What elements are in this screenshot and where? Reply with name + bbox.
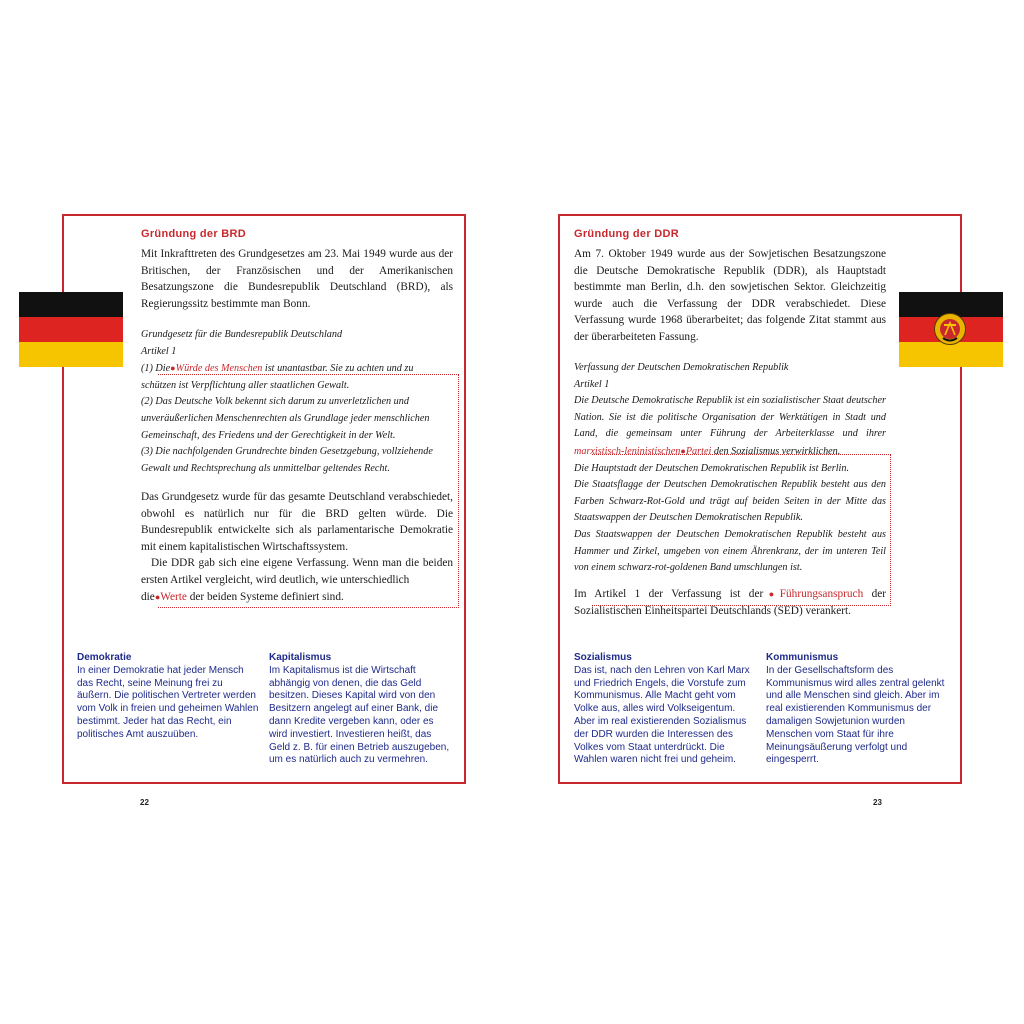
body-pre: die — [141, 590, 155, 603]
body-pre: Im Artikel 1 der Verfassung ist der — [574, 588, 764, 600]
box-title: Sozialismus — [574, 652, 632, 663]
ddr-intro-text: Am 7. Oktober 1949 wurde aus der Sowjetischen Besatzungszone die Deutsche Demokratische Republik (DDR), als Hauptstadt bestimmte man Berlin, d.h. den sowjetischen Sektor. Gleichzeitig wurde auch die Verfassung der DDR verabschiedet. Diese Verfassung wurde 1968 überarbeitet; das folgende Zitat stammt aus der überarbeiteten Fassung. — [574, 248, 886, 343]
ddr-emblem-icon — [933, 312, 967, 346]
box-kapitalismus — [269, 652, 453, 767]
box-title: Kapitalismus — [269, 652, 332, 663]
body-post: der Sozialistischen Einheitspartei Deutschlands (SED) verankert. — [574, 588, 887, 617]
box-text: In der Gesellschaftsform des Kommunismus wird alles zentral gelenkt und alle Menschen sind gleich. Aber im real existierenden Kommunismus der damaligen Sowjetunion wurden Menschen vom Staat für ihre Meinungsäußerung verfolgt und eingesperrt. — [766, 664, 945, 766]
brd-flag — [19, 292, 123, 367]
brd-body-2: Die DDR gab sich eine eigene Verfassung. Wenn man die beiden ersten Artikel vergleicht, wird deutlich, wie unterschiedlich — [141, 557, 453, 586]
page-number-left: 22 — [140, 798, 149, 807]
quote-article: Artikel 1 — [574, 378, 610, 390]
brd-body-1: Das Grundgesetz wurde für das gesamte Deutschland verabschiedet, obwohl es natürlich nur für die BRD gelten würde. Die Bundesrepublik entwickelte sich als parlamentarische Demokratie mit einem kapitalistischen Wirtschaftssystem. — [141, 491, 453, 553]
bullet-dot-icon: ● — [680, 445, 686, 456]
box-kommunismus — [766, 652, 948, 767]
quote-title: Grundgesetz für die Bundesrepublik Deutschland — [141, 329, 343, 340]
bullet-dot-icon: ● — [154, 591, 161, 602]
quote-title: Verfassung der Deutschen Demokratischen Republik — [574, 362, 789, 373]
bullet-dot-icon: ● — [763, 589, 780, 599]
bullet-dot-icon: ● — [170, 363, 176, 374]
brd-heading: Gründung der BRD — [141, 228, 247, 240]
keyword-fuehrungsanspruch[interactable]: Führungsanspruch — [779, 588, 864, 600]
box-title: Demokratie — [77, 652, 132, 663]
quote-paragraph-1 — [574, 393, 886, 460]
quote-article: Artikel 1 — [141, 345, 177, 357]
brd-dotted-frame — [158, 374, 459, 608]
quote-paragraph-2: (2) Das Deutsche Volk bekennt sich darum zu unverletzlichen und unveräußerlichen Menschenrechten als Grundlage jeder menschlichen Gemeinschaft, des Friedens und der Gerechtigkeit in der Welt. — [141, 396, 430, 441]
ddr-heading: Gründung der DDR — [574, 228, 680, 240]
quote-paragraph-3: (3) Die nachfolgenden Grundrechte binden Gesetzgebung, vollziehende Gewalt und Rechtsprechung als unmittelbar geltendes Recht. — [141, 446, 433, 474]
box-demokratie — [77, 652, 259, 742]
quote-p1-post: den Sozialismus verwirklichen. — [711, 445, 841, 457]
ddr-dotted-frame — [592, 454, 891, 606]
quote-paragraph-4: Das Staatswappen der Deutschen Demokratischen Republik besteht aus Hammer und Zirkel, umgeben von einem Ährenkranz, der im unteren Teil von einem schwarz-rot-goldenen Band umschlungen ist. — [574, 528, 886, 574]
box-text: In einer Demokratie hat jeder Mensch das Recht, seine Meinung frei zu äußern. Die politischen Vertreter werden vom Volk in freien und geheimen Wahlen bestimmt. Jeder hat das Recht, ein politisches Amt auszuüben. — [77, 664, 259, 740]
quote-paragraph-3: Die Staatsflagge der Deutschen Demokratischen Republik besteht aus den Farben Schwarz-Rot-Gold und trägt auf beiden Seiten in der Mitte das Staatswappen der Deutschen Demokratischen Republik. — [574, 479, 886, 524]
box-text: Im Kapitalismus ist die Wirtschaft abhängig von denen, die das Geld besitzen. Dieses Kapital wird von den Besitzern angelegt auf einer Bank, die dann Kredite vergeben kann, oder es wird investiert. Investieren heißt, das Geld z. B. für einen Betrieb auszugeben, um es natürlich auch zu vermehren. — [269, 664, 450, 766]
quote-p1-post: ist unantastbar. Sie zu achten und zu schützen ist Verpflichtung aller staatlichen Gewalt. — [141, 363, 414, 391]
quote-p1-pre: Die Deutsche Demokratische Republik ist ein sozialistischer Staat deutscher Nation. Sie ist die politische Organisation der Werktätigen in Stadt und Land, die gemeinsam unter Führung der Arbeiterklasse und ihrer — [574, 395, 886, 440]
brd-intro-text: Mit Inkrafttreten des Grundgesetzes am 23. Mai 1949 wurde aus der Britischen, der Französischen und der Amerikanischen Besatzungszone die Bundesrepublik Deutschland (BRD), als Regierungssitz bestimmte man Bonn. — [141, 248, 453, 310]
quote-p1-pre: (1) Die — [141, 363, 171, 375]
keyword-wuerde[interactable]: Würde des Menschen — [175, 363, 263, 375]
quote-paragraph-2: Die Hauptstadt der Deutschen Demokratischen Republik ist Berlin. — [574, 462, 850, 474]
ddr-flag — [899, 292, 1003, 367]
brd-intro — [141, 246, 453, 312]
box-text: Das ist, nach den Lehren von Karl Marx und Friedrich Engels, die Vorstufe zum Kommunismus. Alle Macht geht vom Volke aus, alles wird Volkseigentum. Aber im real existierenden Sozialismus der DDR wurden die Interessen des Volkes vom Staat unterdrückt. Die Wahlen waren nicht frei und geheim. — [574, 664, 750, 766]
box-sozialismus — [574, 652, 756, 767]
keyword-werte[interactable]: Werte — [160, 590, 187, 603]
page-number-right: 23 — [873, 798, 882, 807]
box-title: Kommunismus — [766, 652, 839, 663]
keyword-partei[interactable]: Partei — [685, 445, 712, 457]
body-post: der beiden Systeme definiert sind. — [186, 590, 344, 603]
keyword-marxistisch[interactable]: marxistisch-leninistischen — [574, 445, 681, 457]
ddr-intro — [574, 246, 886, 346]
